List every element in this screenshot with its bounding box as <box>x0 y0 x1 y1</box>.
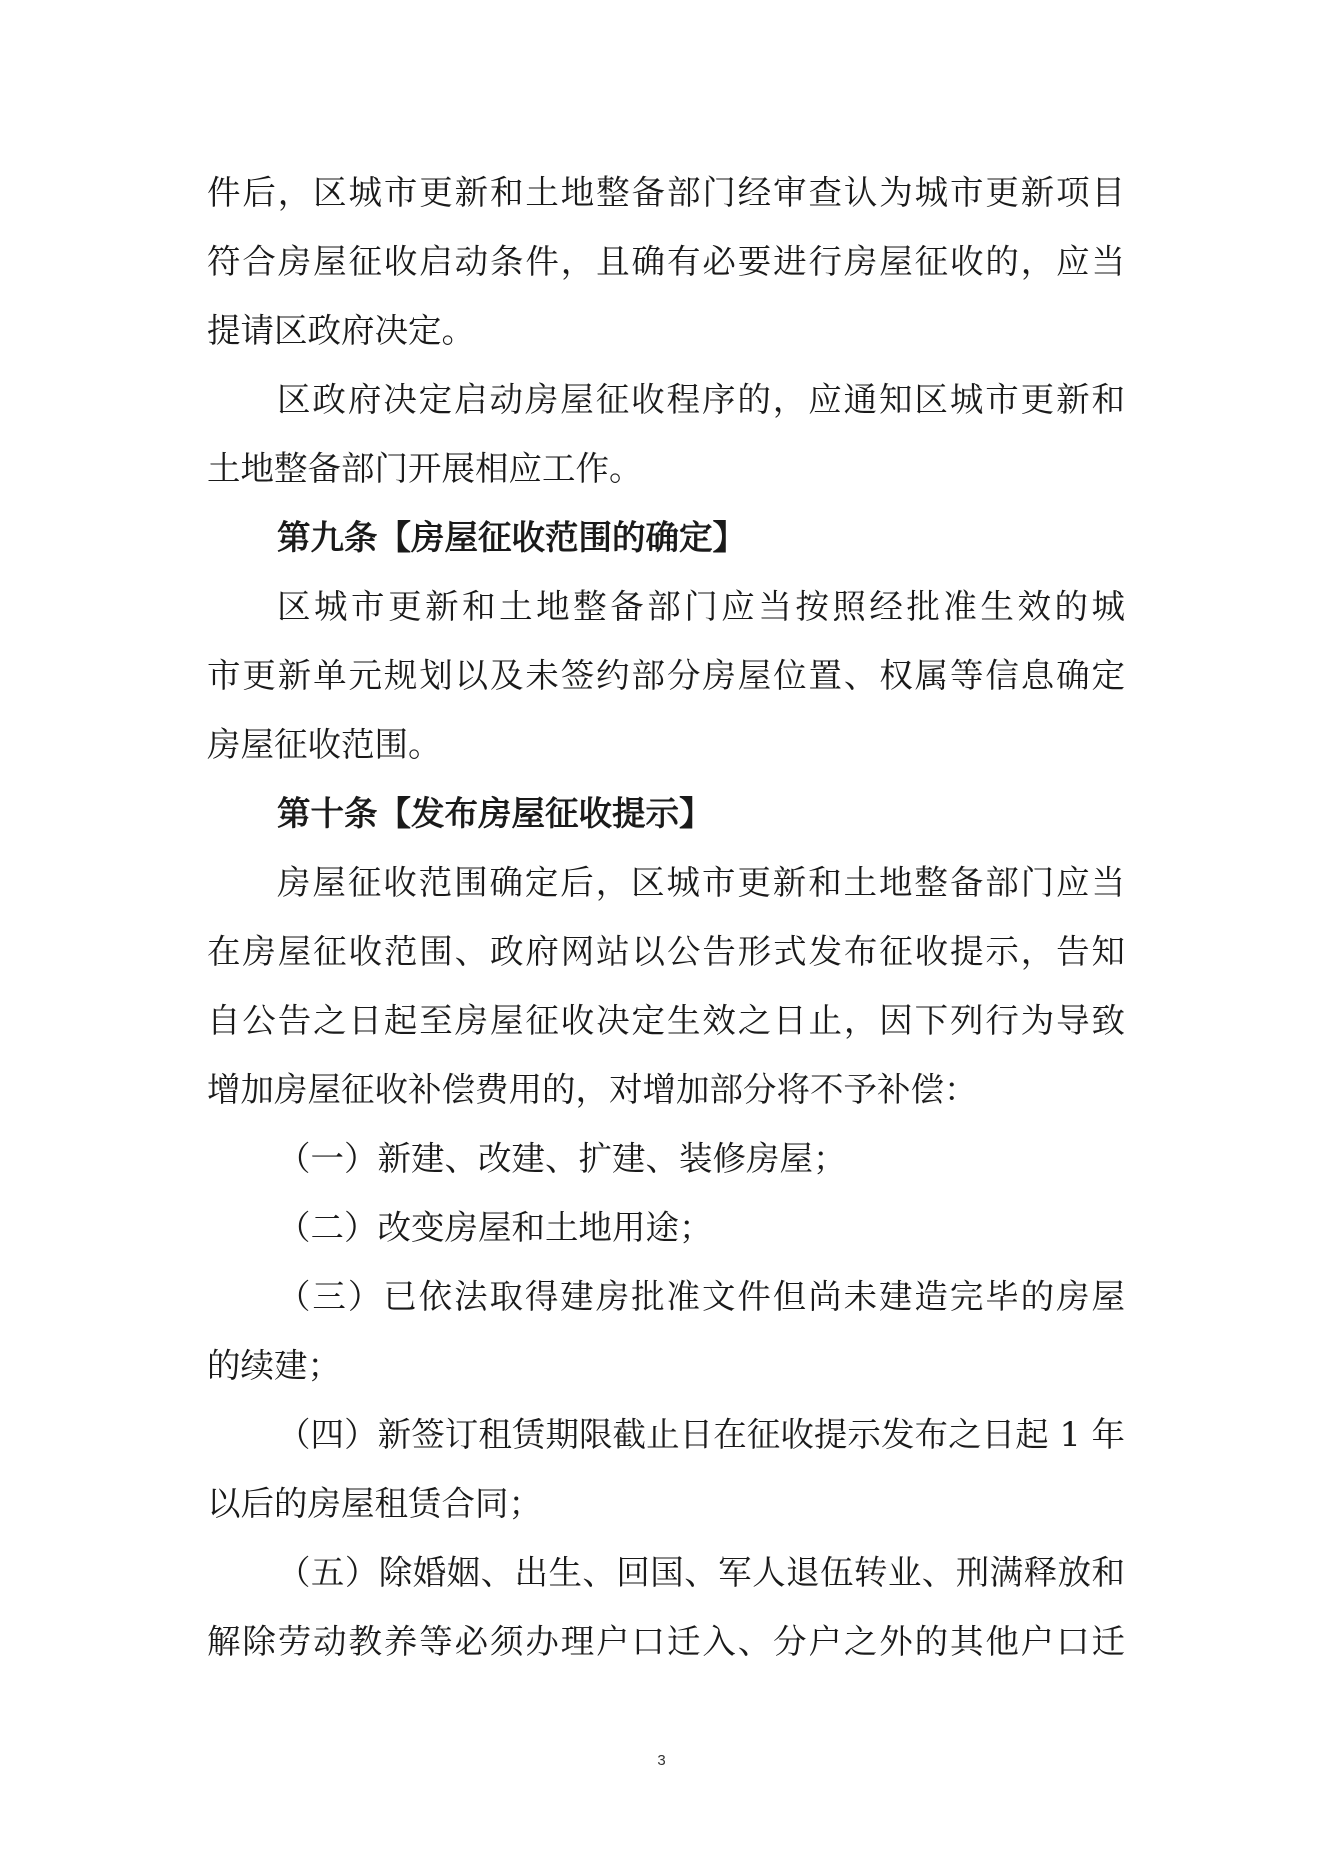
list-item: （三）已依法取得建房批准文件但尚未建造完毕的房屋 <box>277 1277 1125 1316</box>
text-line: 的续建； <box>207 1346 341 1385</box>
text-line: 区城市更新和土地整备部门应当按照经批准生效的城 <box>277 587 1125 626</box>
text-line: 区政府决定启动房屋征收程序的，应通知区城市更新和 <box>277 380 1125 419</box>
text-line: 房屋征收范围。 <box>207 725 442 764</box>
text-line: 件后，区城市更新和土地整备部门经审查认为城市更新项目 <box>207 173 1125 212</box>
text-line: 自公告之日起至房屋征收决定生效之日止，因下列行为导致 <box>207 1001 1125 1040</box>
text-line: 增加房屋征收补偿费用的，对增加部分将不予补偿： <box>207 1070 978 1109</box>
page-number: 3 <box>657 1752 666 1769</box>
text-line: 土地整备部门开展相应工作。 <box>207 449 643 488</box>
text-line: 解除劳动教养等必须办理户口迁入、分户之外的其他户口迁 <box>207 1622 1125 1661</box>
article-heading: 第十条【发布房屋征收提示】 <box>277 794 713 833</box>
list-item: （五）除婚姻、出生、回国、军人退伍转业、刑满释放和 <box>277 1553 1125 1592</box>
list-item: （一）新建、改建、扩建、装修房屋； <box>277 1139 847 1178</box>
text-line: 符合房屋征收启动条件，且确有必要进行房屋征收的，应当 <box>207 242 1125 281</box>
list-item: （二）改变房屋和土地用途； <box>277 1208 713 1247</box>
text-line: 在房屋征收范围、政府网站以公告形式发布征收提示，告知 <box>207 932 1125 971</box>
list-item: （四）新签订租赁期限截止日在征收提示发布之日起 1 年 <box>277 1415 1125 1454</box>
article-heading: 第九条【房屋征收范围的确定】 <box>277 518 746 557</box>
text-line: 提请区政府决定。 <box>207 311 475 350</box>
text-line: 市更新单元规划以及未签约部分房屋位置、权属等信息确定 <box>207 656 1125 695</box>
text-line: 以后的房屋租赁合同； <box>207 1484 542 1523</box>
text-line: 房屋征收范围确定后，区城市更新和土地整备部门应当 <box>277 863 1125 902</box>
